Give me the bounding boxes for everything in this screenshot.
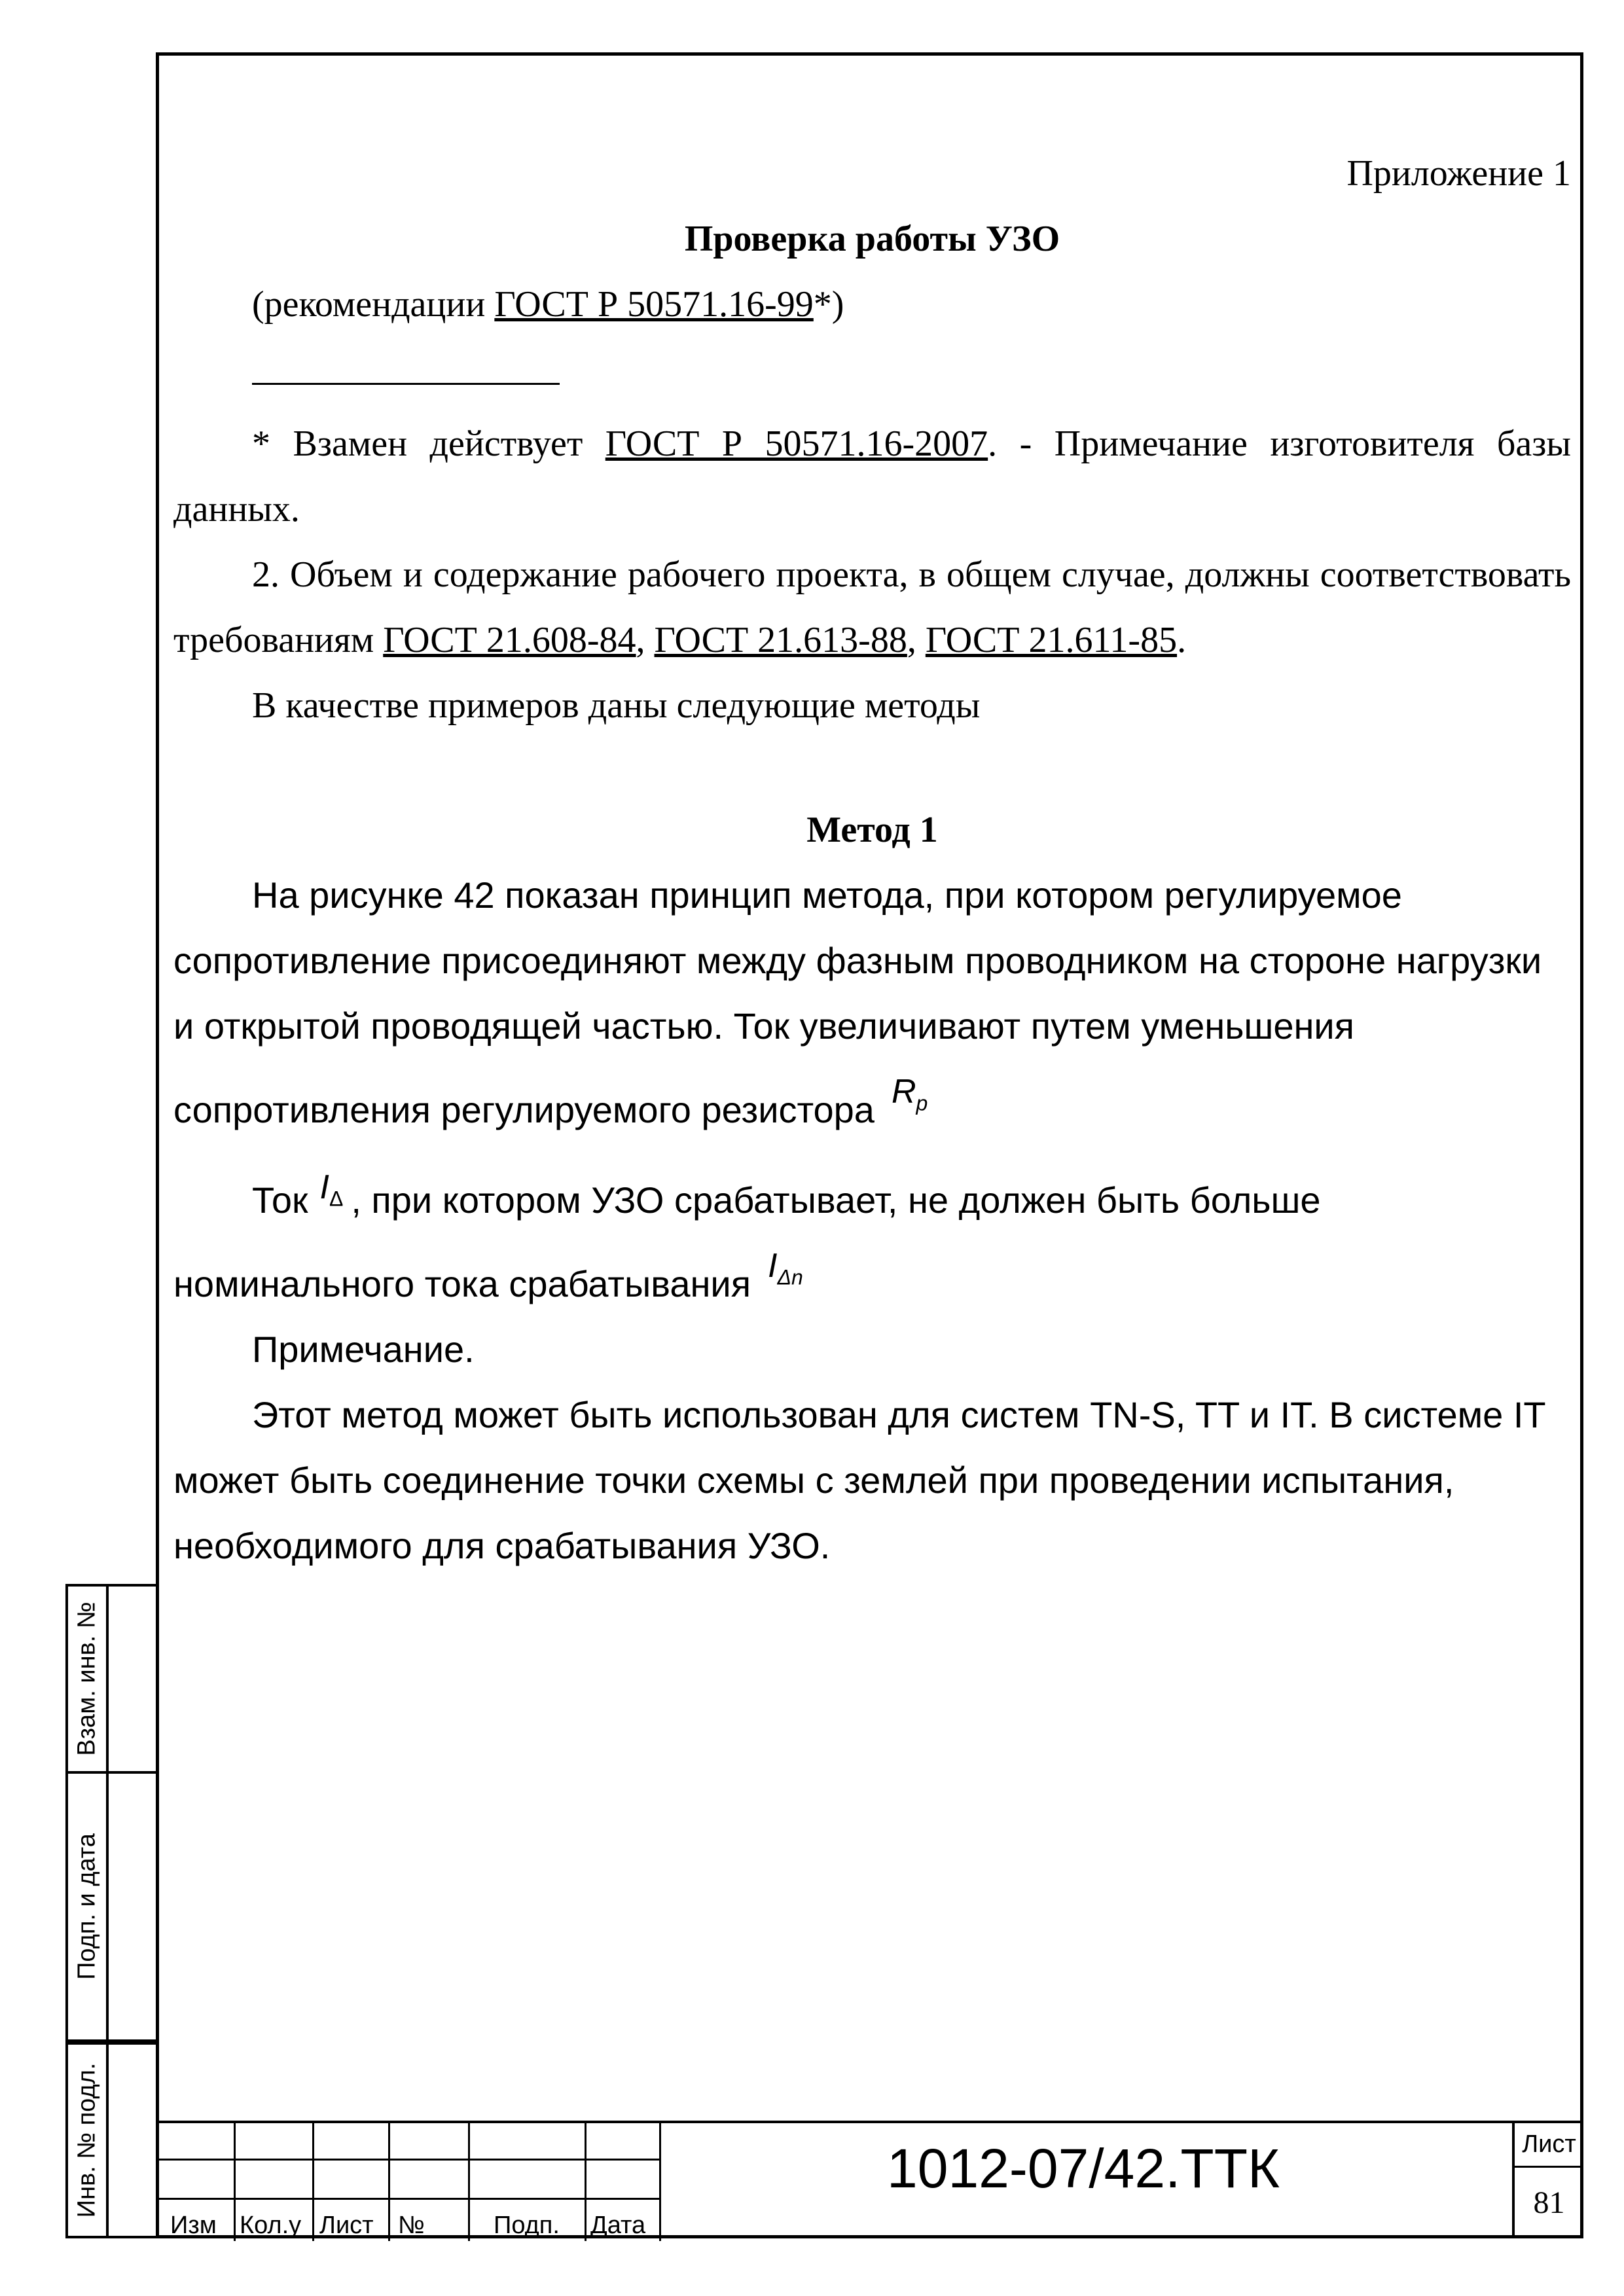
rp-main: R [891,1073,916,1111]
examples-line: В качестве примеров даны следующие методы [252,685,981,726]
formula-rp [891,1073,928,1115]
idn-sub: Δn [777,1265,803,1289]
paragraph-2 [173,542,1571,673]
spacer [173,738,1571,797]
stamp-head-data: Дата [590,2212,646,2239]
p2-sep-1: , [636,620,655,660]
rp-sub: p [916,1091,928,1115]
binding-vzam-cell [65,1584,156,1774]
stamp-col-list [314,2123,390,2241]
gost-link-21-613-88[interactable]: ГОСТ 21.613-88 [654,620,907,660]
stamp-col-data [586,2123,661,2241]
subtitle-prefix: (рекомендации [252,284,495,325]
document-body [173,141,1571,1579]
document-code: 1012-07/42.ТТК [887,2138,1280,2199]
p2-sep-2: , [907,620,926,660]
note-text: Этот метод может быть использован для систем TN-S, TT и IT. В системе IT может быть соединение точки схемы с землей при проведении испытания, необходимого для срабатывания УЗО. [173,1394,1545,1566]
stamp-head-kolu: Кол.у [240,2212,302,2239]
gost-link-50571-16-99[interactable]: ГОСТ Р 50571.16-99 [494,284,814,325]
p2-end: . [1177,620,1187,660]
method-paragraph-2 [173,1155,1571,1317]
note-suffix: . - Примечание изготовителя базы данных. [173,423,1572,529]
stamp-head-podp: Подп. [494,2212,560,2239]
binding-podp-label: Подп. и дата [73,1833,101,1980]
replacement-note [173,411,1571,542]
idn-main: I [768,1247,778,1285]
stamp-col-podp [470,2123,586,2241]
method-p1-text: На рисунке 42 показан принцип метода, при котором регулируемое сопротивление присоединяют между фазным проводником на стороне нагрузки и открытой проводящей частью. Ток увеличивают путем уменьшения сопротивления регулируемого резистора [173,874,1542,1130]
subtitle-suffix: *) [813,284,844,325]
binding-inv-label: Инв. № подл. [73,2062,101,2218]
p2-text: 2. Объем и содержание рабочего проекта, в общем случае, должны соответствовать требованиям [173,554,1571,660]
method-p2-start: Ток [252,1179,308,1221]
sheet-number: 81 [1533,2185,1565,2220]
note-label: Примечание. [252,1329,475,1370]
gost-link-50571-16-2007[interactable]: ГОСТ Р 50571.16-2007 [605,423,988,464]
page-title: Проверка работы УЗО [684,219,1060,259]
stamp-col-izm [156,2123,236,2241]
formula-idn [768,1247,803,1289]
stamp-head-izm: Изм [170,2212,217,2239]
stamp-col-kolu [236,2123,314,2241]
appendix-label: Приложение 1 [1346,153,1571,194]
stamp-head-no: № [398,2212,425,2239]
stamp-head-list: Лист [319,2212,374,2239]
note-prefix: * Взамен действует [252,423,605,464]
footnote-rule [252,383,560,385]
gost-link-21-608-84[interactable]: ГОСТ 21.608-84 [383,620,636,660]
subtitle [173,272,1571,337]
stamp-col-no [390,2123,470,2241]
gost-link-21-611-85[interactable]: ГОСТ 21.611-85 [925,620,1178,660]
method-heading: Метод 1 [806,810,938,850]
binding-podp-cell [65,1774,156,2042]
sheet-box [1512,2121,1583,2238]
method-paragraph-1 [173,863,1571,1143]
formula-idelta [319,1168,344,1211]
method-p2-mid: , при котором УЗО срабатывает, не должен быть больше номинального тока срабатывания [173,1179,1321,1304]
idelta-main: I [319,1168,329,1206]
idelta-sub: Δ [329,1187,344,1211]
binding-vzam-label: Взам. инв. № [73,1602,101,1756]
sheet-label: Лист [1515,2121,1583,2168]
binding-inv-cell [65,2042,156,2238]
